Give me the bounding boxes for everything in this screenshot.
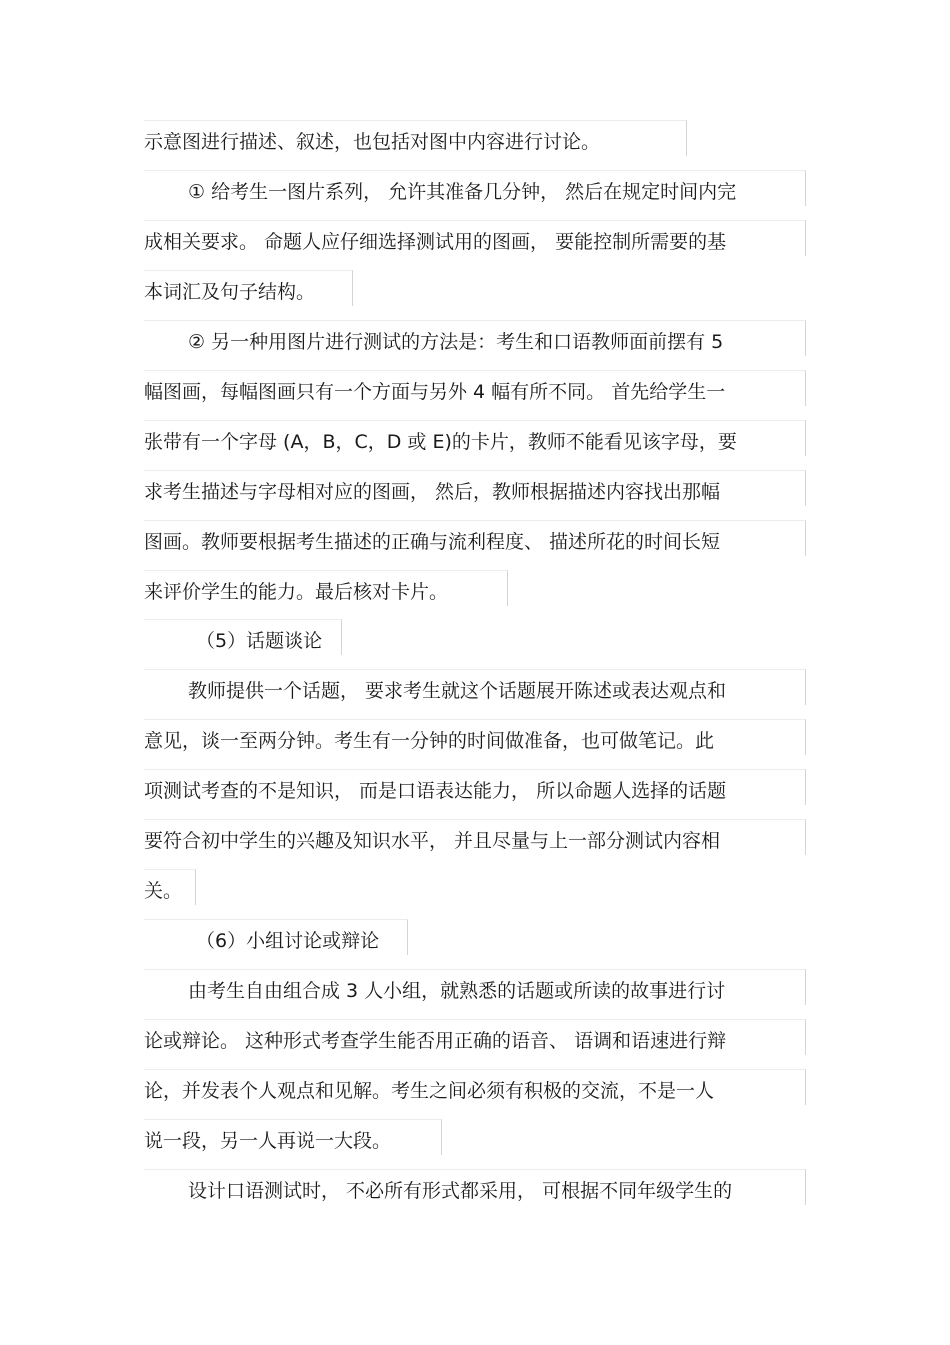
text-line: 由考生自由组合成 3 人小组，就熟悉的话题或所读的故事进行讨 <box>144 977 725 1005</box>
text-line: 教师提供一个话题， 要求考生就这个话题展开陈述或表达观点和 <box>144 677 726 705</box>
text-line: ① 给考生一图片系列， 允许其准备几分钟， 然后在规定时间内完 <box>144 178 736 206</box>
text-line: 意见，谈一至两分钟。考生有一分钟的时间做准备，也可做笔记。此 <box>144 727 714 755</box>
text-line: 图画。教师要根据考生描述的正确与流利程度、 描述所花的时间长短 <box>144 528 720 556</box>
section-heading: （6）小组讨论或辩论 <box>144 927 379 955</box>
section-heading: （5）话题谈论 <box>144 627 322 655</box>
text-line: 成相关要求。 命题人应仔细选择测试用的图画， 要能控制所需要的基 <box>144 228 726 256</box>
text-line: 设计口语测试时， 不必所有形式都采用， 可根据不同年级学生的 <box>144 1177 732 1205</box>
text-line: ② 另一种用图片进行测试的方法是：考生和口语教师面前摆有 5 <box>144 328 723 356</box>
text-line: 求考生描述与字母相对应的图画， 然后，教师根据描述内容找出那幅 <box>144 478 720 506</box>
text-line: 论，并发表个人观点和见解。考生之间必须有积极的交流，不是一人 <box>144 1077 714 1105</box>
text-line: 说一段，另一人再说一大段。 <box>144 1127 391 1155</box>
text-line: 幅图画，每幅图画只有一个方面与另外 4 幅有所不同。 首先给学生一 <box>144 378 725 406</box>
text-line: 关。 <box>144 877 182 905</box>
text-line: 论或辩论。 这种形式考查学生能否用正确的语音、 语调和语速进行辩 <box>144 1027 726 1055</box>
text-line: 来评价学生的能力。最后核对卡片。 <box>144 578 448 606</box>
text-line: 张带有一个字母 (A，B，C，D 或 E)的卡片，教师不能看见该字母，要 <box>144 428 737 456</box>
text-line: 项测试考查的不是知识， 而是口语表达能力， 所以命题人选择的话题 <box>144 777 726 805</box>
text-line: 示意图进行描述、叙述，也包括对图中内容进行讨论。 <box>144 128 600 156</box>
text-line: 要符合初中学生的兴趣及知识水平， 并且尽量与上一部分测试内容相 <box>144 827 720 855</box>
text-line: 本词汇及句子结构。 <box>144 278 315 306</box>
